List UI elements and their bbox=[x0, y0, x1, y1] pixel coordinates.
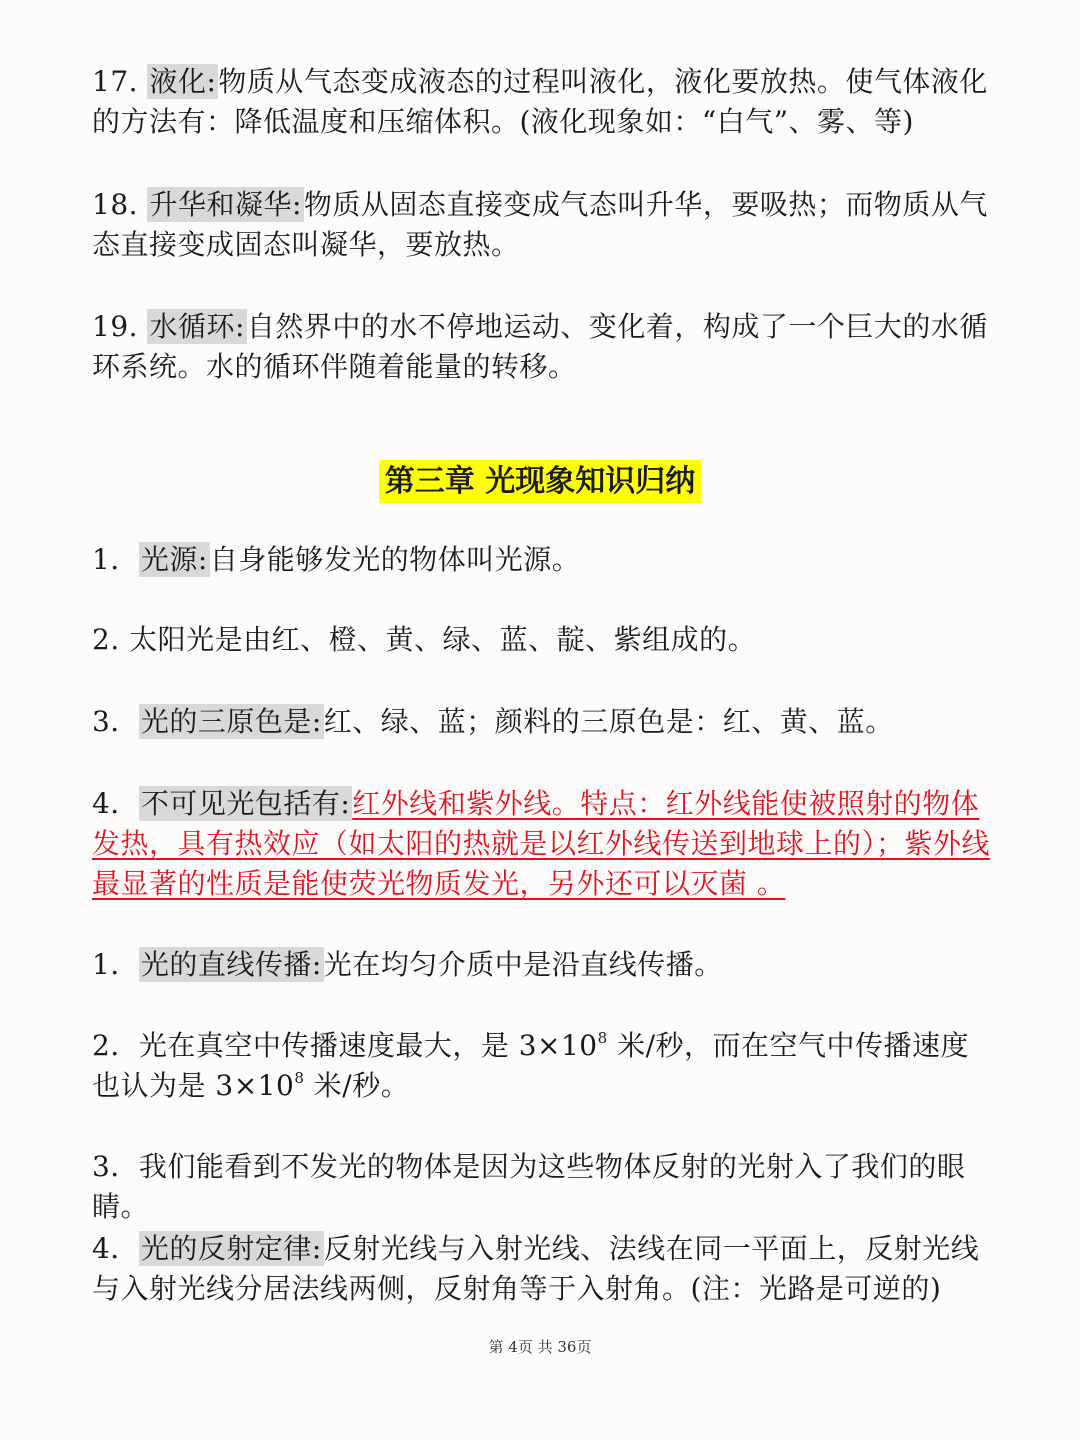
item-body: 自然界中的水不停地运动、变化着，构成了一个巨大的水循环系统。水的循环伴随着能量的转移。 bbox=[92, 310, 988, 383]
item-17 bbox=[92, 62, 992, 142]
term-highlight: 升华和凝华: bbox=[149, 188, 302, 221]
propagation-item-4 bbox=[92, 1229, 992, 1309]
item-body: 物质从气态变成液态的过程叫液化，液化要放热。使气体液化的方法有：降低温度和压缩体积。(液化现象如：“白气”、雾、等) bbox=[92, 65, 988, 138]
term-highlight: 光的直线传播: bbox=[140, 948, 322, 981]
item-body: 光在均匀介质中是沿直线传播。 bbox=[323, 948, 723, 981]
item-body: 反射光线与入射光线、法线在同一平面上，反射光线与入射光线分居法线两侧，反射角等于入射角。(注：光路是可逆的) bbox=[92, 1232, 980, 1305]
light-item-1 bbox=[92, 540, 992, 580]
light-item-4 bbox=[92, 784, 992, 904]
term-highlight: 液化: bbox=[149, 65, 217, 98]
item-text-post: 米/秒。 bbox=[304, 1069, 410, 1102]
item-text: 2. 太阳光是由红、橙、黄、绿、蓝、靛、紫组成的。 bbox=[92, 623, 757, 656]
term-highlight: 光的三原色是: bbox=[140, 705, 322, 738]
item-number: 1． bbox=[92, 948, 139, 981]
item-number: 17. bbox=[92, 65, 148, 98]
item-number: 18. bbox=[92, 188, 148, 221]
term-highlight: 不可见光包括有: bbox=[140, 787, 351, 820]
propagation-item-1 bbox=[92, 945, 992, 985]
item-number: 4． bbox=[92, 1232, 139, 1265]
exponent: 8 bbox=[294, 1069, 305, 1087]
page-footer: 第 4页 共 36页 bbox=[488, 1338, 592, 1356]
item-body: 自身能够发光的物体叫光源。 bbox=[209, 543, 581, 576]
light-item-3 bbox=[92, 702, 992, 742]
item-number: 19. bbox=[92, 310, 148, 343]
item-text: 3．我们能看到不发光的物体是因为这些物体反射的光射入了我们的眼睛。 bbox=[92, 1150, 966, 1223]
light-item-2 bbox=[92, 620, 992, 660]
term-highlight: 水循环: bbox=[149, 310, 245, 343]
item-text-pre: 2．光在真空中传播速度最大，是 3×10 bbox=[92, 1029, 598, 1062]
term-highlight: 光源: bbox=[140, 543, 208, 576]
term-highlight: 光的反射定律: bbox=[140, 1232, 322, 1265]
item-text-mid: 米/秒，而在空气中传播速度也认为是 3×10 bbox=[92, 1029, 970, 1102]
item-number: 1． bbox=[92, 543, 139, 576]
chapter-title bbox=[0, 458, 1080, 506]
propagation-item-3 bbox=[92, 1147, 992, 1227]
item-19 bbox=[92, 307, 992, 387]
item-body: 红、绿、蓝；颜料的三原色是：红、黄、蓝。 bbox=[323, 705, 894, 738]
item-18 bbox=[92, 185, 992, 265]
chapter-title-highlight: 第三章 光现象知识归纳 bbox=[379, 460, 701, 503]
propagation-item-2 bbox=[92, 1026, 992, 1106]
item-number: 3． bbox=[92, 705, 139, 738]
red-underlined-text: 红外线和紫外线。特点：红外线能使被照射的物体发热，具有热效应（如太阳的热就是以红外线传送到地球上的）；紫外线最显著的性质是能使荧光物质发光，另外还可以灭菌 。 bbox=[92, 787, 991, 900]
exponent: 8 bbox=[597, 1029, 608, 1047]
item-body: 物质从固态直接变成气态叫升华，要吸热；而物质从气态直接变成固态叫凝华，要放热。 bbox=[92, 188, 988, 261]
item-number: 4． bbox=[92, 787, 139, 820]
